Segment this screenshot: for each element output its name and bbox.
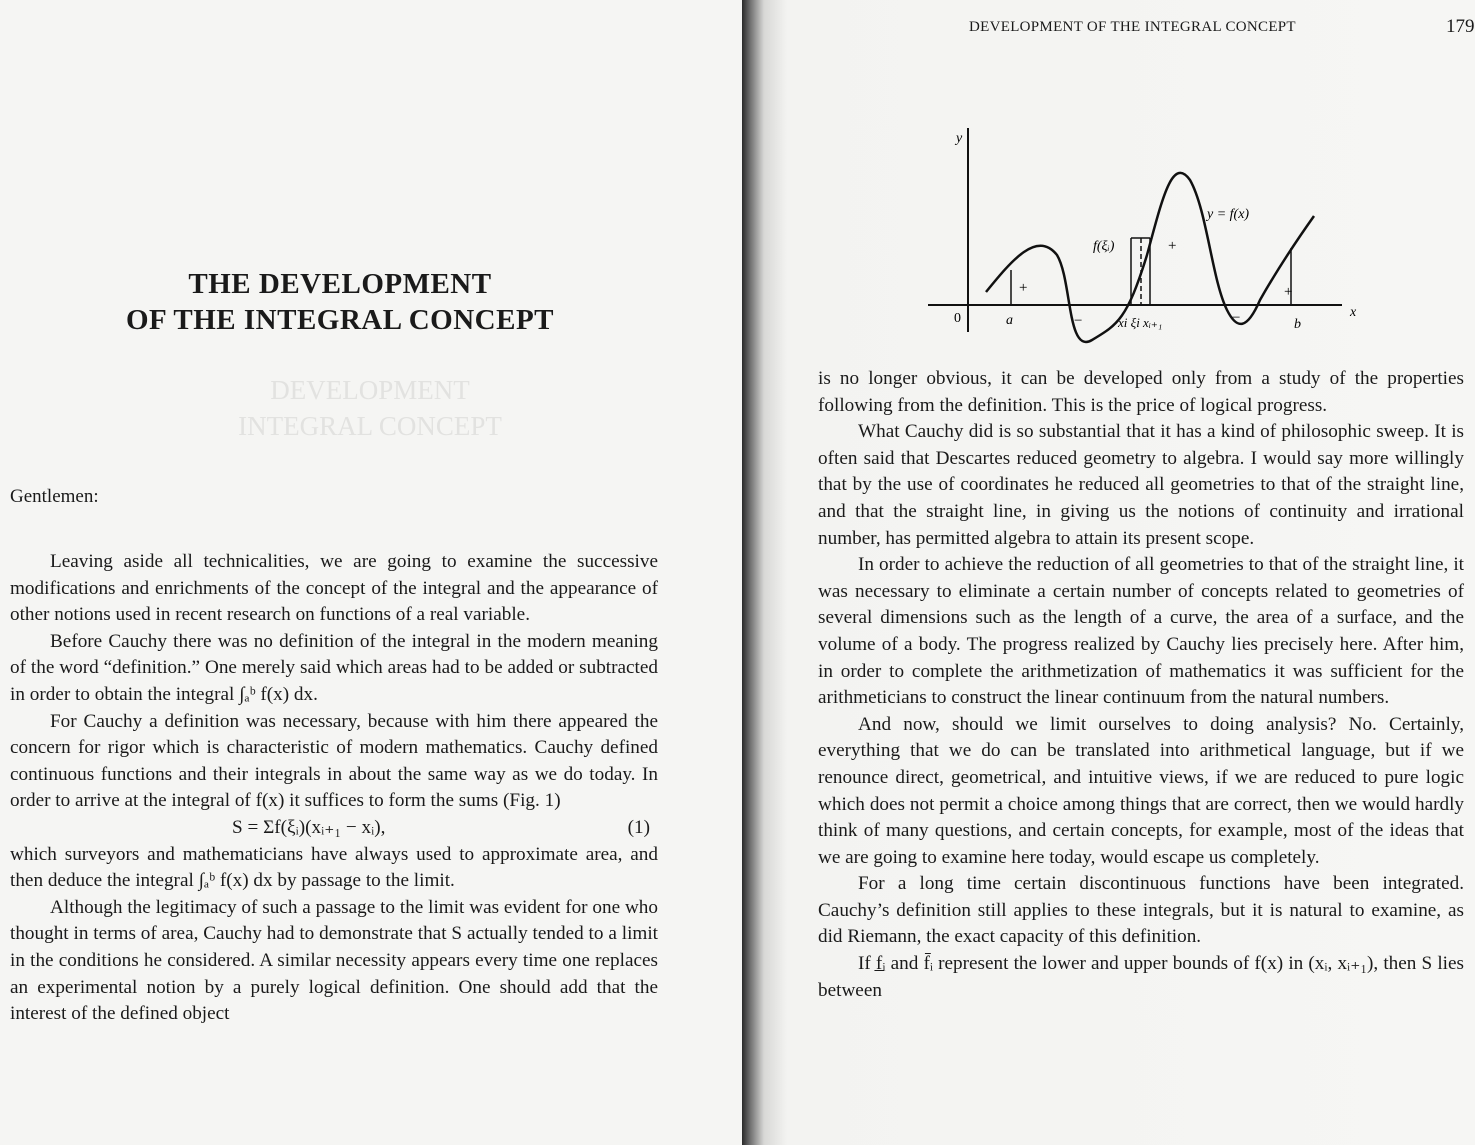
plus-sign: + <box>1019 280 1028 296</box>
bleed-through-line: DEVELOPMENT <box>270 375 470 405</box>
x-axis-label: x <box>1350 305 1357 320</box>
paragraph: For a long time certain discontinuous functions have been integrated. Cauchy’s definition still applies to these integrals, but it is natural to examine, as did Riemann, the exact capacity of this definition. <box>818 873 1464 948</box>
minus-sign: − <box>1074 313 1083 329</box>
bleed-through-line: INTEGRAL CONCEPT <box>238 411 502 441</box>
origin-label: 0 <box>954 311 961 326</box>
f-xi-label: f(ξᵢ) <box>1093 239 1115 254</box>
paragraph: Before Cauchy there was no definition of the integral in the modern meaning of the word “definition.” One merely said which areas had to be added or subtracted in order to obtain the integral ∫ₐᵇ f(x) dx. <box>10 630 658 705</box>
paragraph: What Cauchy did is so substantial that it has a kind of philosophic sweep. It is often said that Descartes reduced geometry to algebra. I would say more willingly that by the use of coordinates he reduced all geometries to that of the straight line, and that the straight line, in giving us the notions of continuity and irrational number, has permitted algebra to attain its present scope. <box>818 421 1464 549</box>
paragraph: which surveyors and mathematicians have always used to approximate area, and then deduce the integral ∫ₐᵇ f(x) dx by passage to the limit. <box>10 843 658 892</box>
chapter-title-line-2: OF THE INTEGRAL CONCEPT <box>125 304 555 336</box>
paragraph: In order to achieve the reduction of all geometries to that of the straight line, it was necessary to eliminate a certain number of concepts related to geometries of several dimensions such as the length of a curve, the area of a surface, and the volume of a body. The progress realized by Cauchy lies precisely here. After him, in order to complete the arithmetization of mathematics it was sufficient for the arithmeticians to construct the linear continuum from the natural numbers. <box>818 554 1464 709</box>
partition-labels: xi ξi xᵢ₊₁ <box>1118 315 1163 330</box>
right-body-text <box>818 366 1464 1004</box>
riemann-sum-figure <box>922 120 1362 350</box>
curve-label: y = f(x) <box>1207 207 1250 222</box>
plus-sign: + <box>1168 238 1177 254</box>
a-label: a <box>1006 313 1013 328</box>
paragraph: is no longer obvious, it can be developed only from a study of the properties following from the definition. This is the price of logical progress. <box>818 368 1464 416</box>
paragraph: If f̲ᵢ and f̄ᵢ represent the lower and upper bounds of f(x) in (xᵢ, xᵢ₊₁), then S lies between <box>818 953 1464 1001</box>
y-axis-label: y <box>956 131 963 146</box>
bleed-through-text <box>110 372 630 444</box>
left-body-text <box>10 549 658 1028</box>
paragraph: Leaving aside all technicalities, we are going to examine the successive modifications and enrichments of the concept of the integral and the appearance of other notions used in recent research on functions of a real variable. <box>10 551 658 626</box>
paragraph: Although the legitimacy of such a passage to the limit was evident for one who thought in terms of area, Cauchy had to demonstrate that S actually tended to a limit in the conditions he considered. A similar necessity appears every time one replaces an experimental notion by a purely logical definition. One should add that the interest of the defined object <box>10 896 658 1025</box>
minus-sign: − <box>1232 310 1241 326</box>
chapter-title-line-1: THE DEVELOPMENT <box>188 268 492 300</box>
equation-formula: S = Σf(ξᵢ)(xᵢ₊₁ − xᵢ), <box>232 816 386 838</box>
page-number: 179 <box>1446 16 1475 37</box>
b-label: b <box>1294 317 1301 332</box>
right-page <box>742 0 1475 1145</box>
running-header: DEVELOPMENT OF THE INTEGRAL CONCEPT <box>969 19 1296 35</box>
salutation: Gentlemen: <box>10 486 99 507</box>
paragraph: For Cauchy a definition was necessary, because with him there appeared the concern for rigor which is characteristic of modern mathematics. Cauchy defined continuous functions and their integrals in about the same way as we do today. In order to arrive at the integral of f(x) it suffices to form the sums (Fig. 1) <box>10 710 658 812</box>
plus-sign: + <box>1284 284 1293 300</box>
paragraph: And now, should we limit ourselves to doing analysis? No. Certainly, everything that we do can be translated into arithmetical language, but if we renounce direct, geometrical, and intuitive views, if we are reduced to pure logic which does not permit a choice among things that are correct, then we would hardly think of many questions, and certain concepts, for example, most of the ideas that we are going to examine here today, would escape us completely. <box>818 713 1464 868</box>
equation-1 <box>10 815 658 842</box>
equation-number: (1) <box>627 816 650 838</box>
